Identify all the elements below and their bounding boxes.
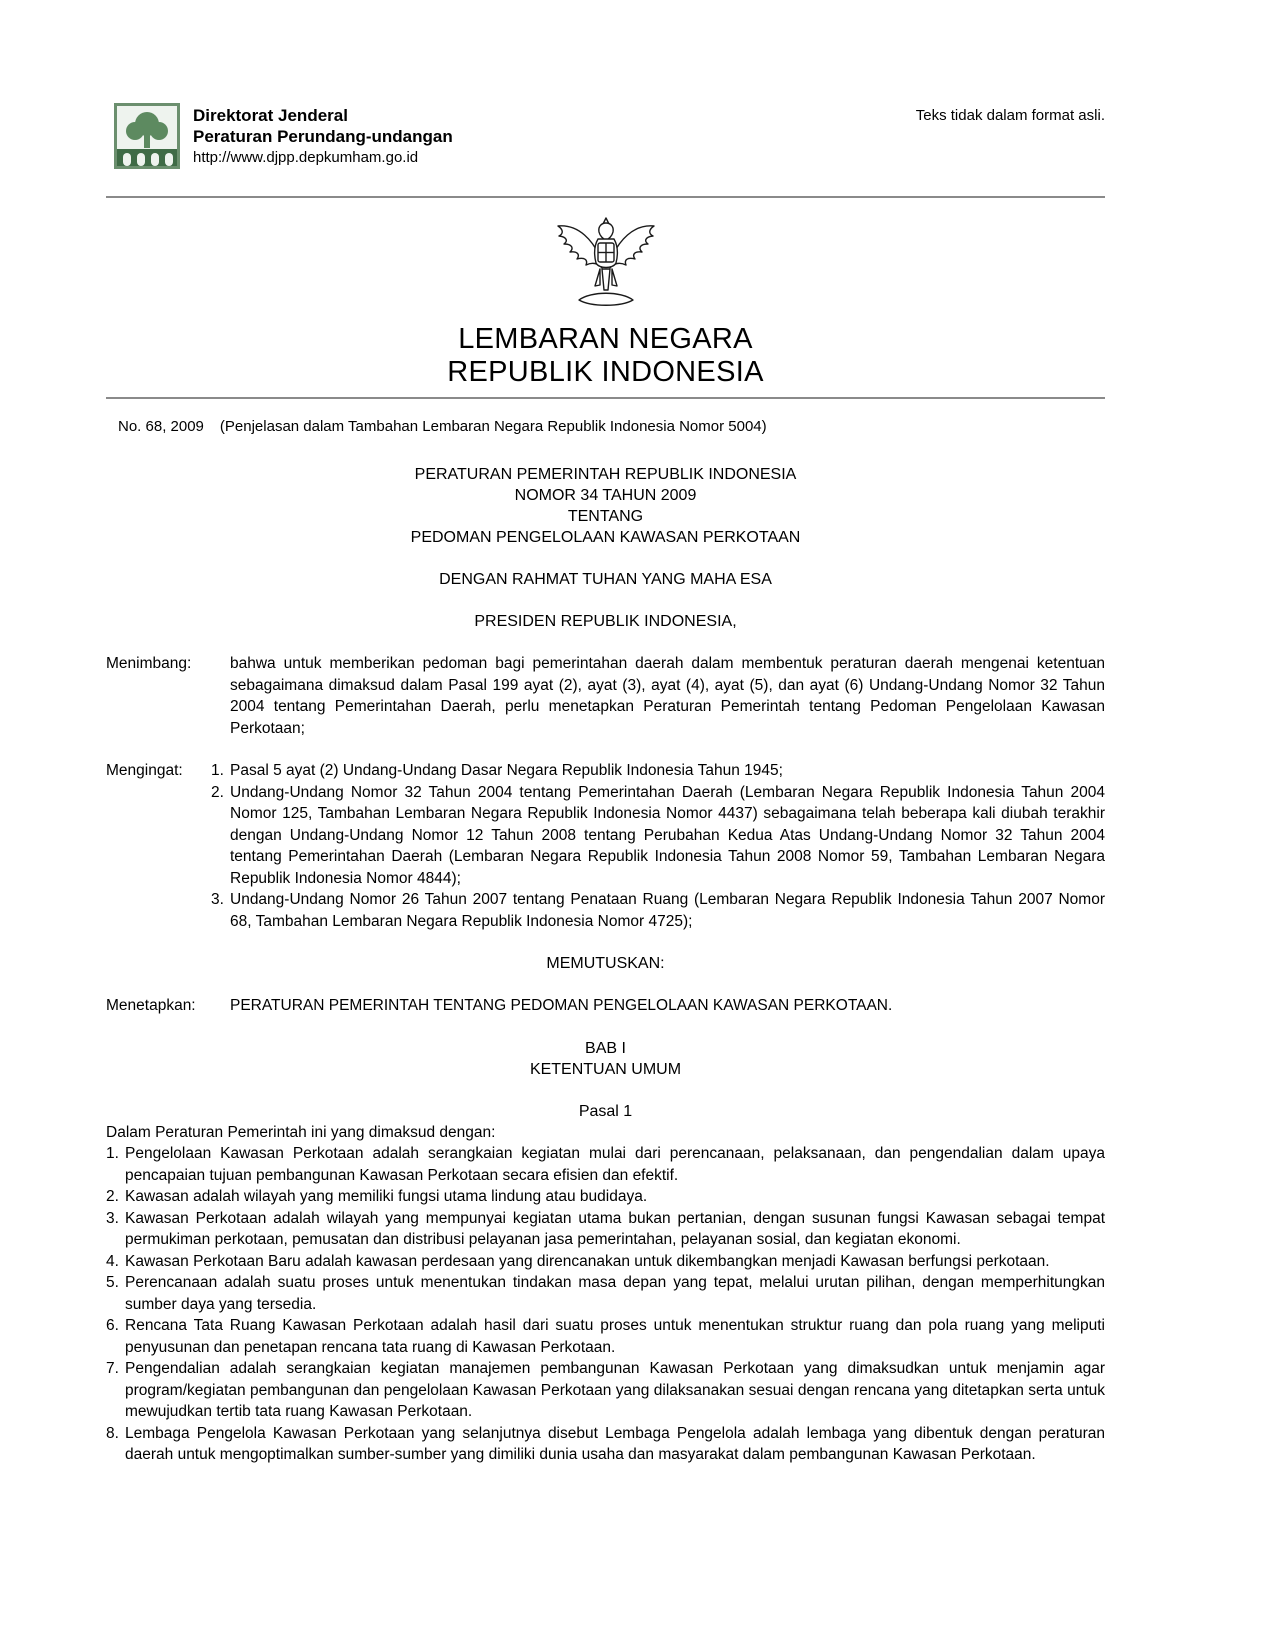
- menimbang-clause: [106, 653, 1105, 739]
- list-item-number: 7.: [106, 1360, 119, 1377]
- mengingat-clause: [106, 760, 1105, 932]
- list-item: [106, 1423, 1105, 1466]
- list-item-text: Pengendalian adalah serangkaian kegiatan manajemen pembangunan Kawasan Perkotaan yang dimaksudkan untuk menjamin agar program/kegiatan pembangunan dan pengelolaan Kawasan Perkotaan yang dilaksanakan sesuai dengan rencana yang ditetapkan serta untuk mewujudkan tertib tata ruang Kawasan Perkotaan.: [125, 1360, 1105, 1420]
- list-item: [106, 1143, 1105, 1186]
- list-item-number: 4.: [106, 1252, 119, 1270]
- list-item-number: 8.: [106, 1424, 119, 1442]
- issue-line: [106, 416, 1105, 438]
- list-item-text: Kawasan Perkotaan adalah wilayah yang mempunyai kegiatan utama bukan pertanian, dengan susunan fungsi Kawasan sebagai tempat permukiman perkotaan, pemusatan dan distribusi pelayanan jasa pemerintahan, pelayanan sosial, dan kegiatan ekonomi.: [125, 1209, 1105, 1248]
- article-intro: Dalam Peraturan Pemerintah ini yang dimaksud dengan:: [106, 1123, 496, 1141]
- regulation-title-line3: TENTANG: [567, 508, 644, 525]
- publisher-block: [114, 103, 453, 169]
- format-disclaimer: Teks tidak dalam format asli.: [915, 107, 1105, 124]
- list-item: [106, 1272, 1105, 1315]
- regulation-title-line2: NOMOR 34 TAHUN 2009: [514, 487, 697, 504]
- menimbang-label: Menimbang:: [106, 655, 192, 672]
- definition-list: [106, 1143, 1105, 1466]
- gazette-title-line1: LEMBARAN NEGARA: [458, 322, 753, 355]
- issue-number: No. 68, 2009: [118, 417, 204, 435]
- publisher-text: [193, 103, 453, 169]
- list-item-text: Pasal 5 ayat (2) Undang-Undang Dasar Negara Republik Indonesia Tahun 1945;: [230, 762, 783, 779]
- list-item-text: Undang-Undang Nomor 26 Tahun 2007 tentang Penataan Ruang (Lembaran Negara Republik Indonesia Tahun 2007 Nomor 68, Tambahan Lembaran Negara Republik Indonesia Nomor 4725);: [230, 891, 1105, 930]
- article-heading: Pasal 1: [578, 1102, 633, 1120]
- list-item-number: 2.: [106, 1188, 119, 1205]
- chapter-heading: [106, 1038, 1105, 1080]
- list-item-number: 1.: [106, 1145, 119, 1162]
- list-item-text: Perencanaan adalah suatu proses untuk menentukan tindakan masa depan yang tepat, melalui urutan pilihan, dengan memperhitungkan sumber daya yang tersedia.: [125, 1274, 1105, 1313]
- regulation-title-line4: PEDOMAN PENGELOLAAN KAWASAN PERKOTAAN: [410, 529, 801, 546]
- chapter-number: BAB I: [585, 1039, 626, 1057]
- list-item-text: Lembaga Pengelola Kawasan Perkotaan yang selanjutnya disebut Lembaga Pengelola adalah lembaga yang dibentuk dengan peraturan daerah untuk mengoptimalkan sumber-sumber yang dimiliki dunia usaha dan masyarakat dalam pembangunan Kawasan Perkotaan.: [125, 1424, 1105, 1463]
- list-item: [106, 1186, 1105, 1208]
- list-item-text: Kawasan adalah wilayah yang memiliki fungsi utama lindung atau budidaya.: [125, 1188, 648, 1205]
- menetapkan-clause: [106, 995, 1105, 1017]
- president-line: PRESIDEN REPUBLIK INDONESIA,: [474, 613, 737, 630]
- memutuskan-heading: MEMUTUSKAN:: [546, 955, 665, 972]
- list-item-number: 5.: [106, 1274, 119, 1291]
- list-item-number: 3.: [211, 891, 224, 908]
- menetapkan-text: PERATURAN PEMERINTAH TENTANG PEDOMAN PENGELOLAAN KAWASAN PERKOTAAN.: [230, 997, 893, 1014]
- list-item-text: Undang-Undang Nomor 32 Tahun 2004 tentang Pemerintahan Daerah (Lembaran Negara Republik Indonesia Tahun 2004 Nomor 125, Tambahan Lembaran Negara Republik Indonesia Nomor 4437) sebagaimana telah beberapa kali diubah terakhir dengan Undang-Undang Nomor 12 Tahun 2008 tentang Perubahan Kedua Atas Undang-Undang Nomor 32 Tahun 2004 tentang Pemerintahan Daerah (Lembaran Negara Republik Indonesia Tahun 2008 Nomor 59, Tambahan Lembaran Negara Republik Indonesia Nomor 4844);: [230, 783, 1105, 887]
- issue-note: (Penjelasan dalam Tambahan Lembaran Negara Republik Indonesia Nomor 5004): [219, 417, 767, 435]
- publisher-name-line2: Peraturan Perundang-undangan: [193, 127, 453, 146]
- list-item: [211, 782, 1105, 890]
- list-item: [211, 760, 1105, 782]
- menetapkan-label: Menetapkan:: [106, 997, 196, 1014]
- djpp-logo-icon: [114, 103, 180, 169]
- list-item: [106, 1358, 1105, 1423]
- publisher-name-line1: Direktorat Jenderal: [193, 106, 348, 125]
- page-header: [106, 103, 1105, 169]
- menimbang-text: bahwa untuk memberikan pedoman bagi pemerintahan daerah dalam membentuk peraturan daerah mengenai ketentuan sebagaimana dimaksud dalam Pasal 199 ayat (2), ayat (3), ayat (4), ayat (5), dan ayat (6) Undang-Undang Nomor 32 Tahun 2004 tentang Pemerintahan Daerah, perlu menetapkan Peraturan Pemerintah tentang Pedoman Pengelolaan Kawasan Perkotaan;: [230, 655, 1105, 737]
- chapter-title: KETENTUAN UMUM: [529, 1060, 682, 1078]
- masthead: [106, 198, 1105, 389]
- list-item-number: 1.: [211, 762, 224, 779]
- masthead-divider: [106, 397, 1105, 399]
- mengingat-list: [211, 760, 1105, 932]
- list-item: [106, 1251, 1105, 1273]
- list-item: [211, 889, 1105, 932]
- list-item-number: 3.: [106, 1209, 119, 1227]
- grace-line: DENGAN RAHMAT TUHAN YANG MAHA ESA: [439, 571, 772, 588]
- mengingat-label: Mengingat:: [106, 762, 183, 779]
- publisher-url: http://www.djpp.depkumham.go.id: [193, 149, 419, 166]
- regulation-title: [106, 464, 1105, 632]
- list-item-text: Pengelolaan Kawasan Perkotaan adalah serangkaian kegiatan mulai dari perencanaan, pelaksanaan, dan pengendalian dalam upaya pencapaian tujuan pembangunan Kawasan Perkotaan secara efisien dan efektif.: [125, 1145, 1105, 1184]
- list-item: [106, 1315, 1105, 1358]
- regulation-title-line1: PERATURAN PEMERINTAH REPUBLIK INDONESIA: [414, 466, 797, 483]
- list-item-number: 6.: [106, 1317, 119, 1334]
- list-item-text: Rencana Tata Ruang Kawasan Perkotaan adalah hasil dari suatu proses untuk menentukan struktur ruang dan pola ruang yang meliputi penyusunan dan penetapan rencana tata ruang di Kawasan Perkotaan.: [125, 1317, 1105, 1356]
- list-item-text: Kawasan Perkotaan Baru adalah kawasan perdesaan yang direncanakan untuk dikembangkan menjadi Kawasan berfungsi perkotaan.: [125, 1252, 1050, 1270]
- garuda-emblem-icon: [550, 210, 662, 323]
- list-item-number: 2.: [211, 783, 224, 801]
- list-item: [106, 1208, 1105, 1251]
- gazette-title-line2: REPUBLIK INDONESIA: [447, 355, 764, 388]
